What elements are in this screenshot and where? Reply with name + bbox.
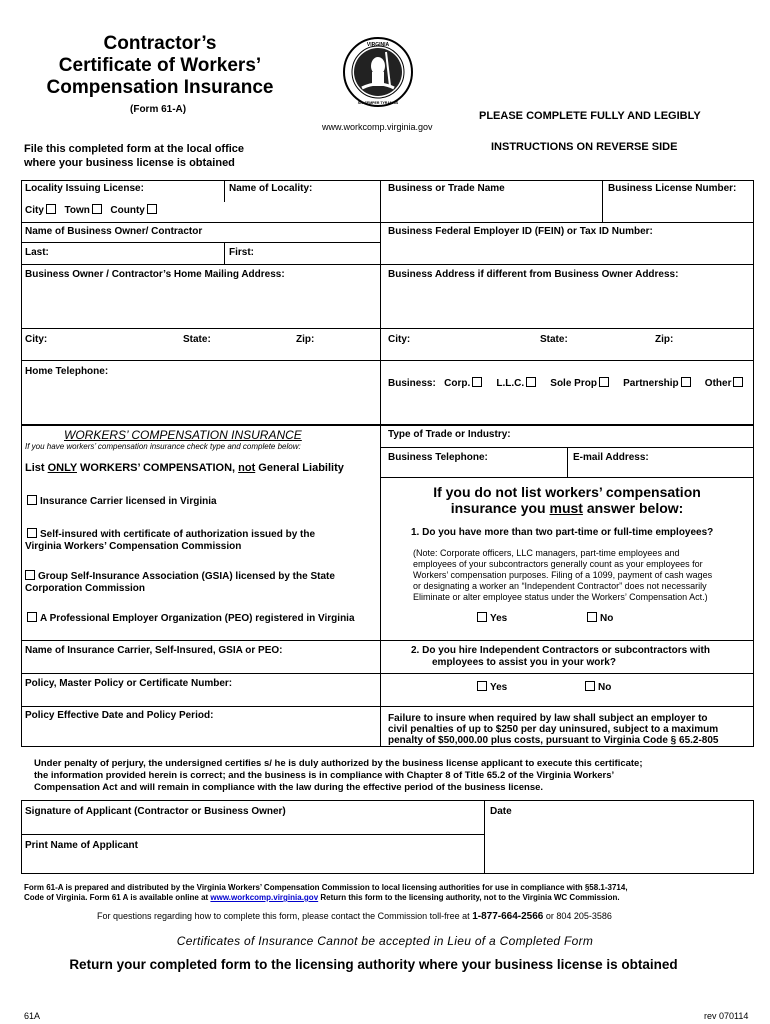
no-insurance-heading [380,484,754,516]
q1-no-option: No [585,612,613,625]
perjury-line-3: Compensation Act and will remain in compliance with the law during the effective period of the business license. [34,782,544,793]
home-zip-label: Zip: [296,334,315,345]
note-line-2: employees of your subcontractors generally count as your employees for [413,559,703,569]
llc-option-label: L.L.C. [496,378,525,389]
seal-text-bottom: SIC SEMPER TYRANNIS [357,101,399,105]
business-zip-label: Zip: [655,334,674,345]
print-name-label: Print Name of Applicant [25,840,138,851]
business-license-number-label: Business License Number: [608,183,737,194]
home-state-label: State: [183,334,211,345]
self-insured-checkbox[interactable] [27,528,37,538]
wc-list-suffix: General Liability [255,462,344,474]
toll-free-phone: 1-877-664-2566 [472,911,544,922]
q1-yes-option: Yes [475,612,507,625]
footer-note [24,883,628,903]
first-name-label: First: [229,247,254,258]
wc-list-only: ONLY [47,462,77,474]
town-checkbox[interactable] [92,204,102,214]
signature-label: Signature of Applicant (Contractor or Business Owner) [25,806,286,817]
wc-option-carrier [25,495,217,508]
no-insurance-line-2: insurance you must answer below: [450,500,684,516]
wc-list-prefix: List [25,462,48,474]
carrier-name-label: Name of Insurance Carrier, Self-Insured, GSIA or PEO: [25,645,283,656]
wc-option-gsia [25,570,335,595]
home-telephone-label: Home Telephone: [25,366,109,377]
email-address-label: E-mail Address: [573,452,649,463]
date-label: Date [490,806,512,817]
peo-checkbox[interactable] [27,612,37,622]
llc-checkbox[interactable] [526,377,536,387]
partnership-option-label: Partnership [623,378,679,389]
wc-subheading: If you have workers’ compensation insurance check type and complete below: [25,442,301,451]
note-line-3: Workers’ compensation purposes. Filing of a 1099, payment of cash wages [413,570,713,580]
home-address-label: Business Owner / Contractor’s Home Mailing Address: [25,269,285,280]
q2-no-checkbox[interactable] [585,681,595,691]
note-line-1: (Note: Corporate officers, LLC managers, part-time employees and [413,548,680,558]
footer-note-line-2: Code of Virginia. Form 61 A is available online at www.workcomp.virginia.gov Return this form to the licensing authority, not to the Virginia WC Commission. [24,893,620,902]
q1-yes-checkbox[interactable] [477,612,487,622]
county-checkbox[interactable] [147,204,157,214]
other-checkbox[interactable] [733,377,743,387]
file-instruction-line-2: where your business license is obtained [24,157,235,169]
business-city-label: City: [388,334,411,345]
please-complete-notice: PLEASE COMPLETE FULLY AND LEGIBLY [479,110,701,122]
business-type-label: Business: [388,378,436,389]
carrier-checkbox[interactable] [27,495,37,505]
print-name-field[interactable] [22,852,483,873]
title-line-3: Compensation Insurance [46,77,274,98]
fein-label: Business Federal Employer ID (FEIN) or Tax ID Number: [388,226,653,237]
note-line-4: or designating a worker an “Independent Contractor” does not necessarily [413,581,707,591]
questions-contact: For questions regarding how to complete this form, please contact the Commission toll-free at 1-877-664-2566 or 804 205-3586 [97,911,612,922]
instructions-notice: INSTRUCTIONS ON REVERSE SIDE [491,141,678,153]
website-url: www.workcomp.virginia.gov [322,122,433,132]
business-type-options [388,377,746,390]
date-field[interactable] [485,818,753,873]
wc-list-mid: WORKERS’ COMPENSATION, [76,462,239,474]
gsia-label-1: Group Self-Insurance Association (GSIA) licensed by the State [38,571,335,582]
carrier-option-label: Insurance Carrier licensed in Virginia [40,496,217,507]
footer-note-line-1: Form 61-A is prepared and distributed by the Virginia Workers’ Compensation Commission to local licensing authorities for use in compliance with §58.1-3714, [24,883,628,892]
title-line-1: Contractor’s [103,33,217,54]
business-trade-name-label: Business or Trade Name [388,183,505,194]
form-title [20,33,300,99]
perjury-statement [34,758,643,794]
self-insured-label-2: Virginia Workers’ Compensation Commission [25,541,242,552]
corp-option-label: Corp. [444,378,471,389]
revision-code: rev 070114 [704,1011,749,1021]
seal-text-top: VIRGINIA [366,42,390,48]
employee-note [413,548,712,603]
city-option-label: City [25,205,44,216]
partnership-checkbox[interactable] [681,377,691,387]
business-state-label: State: [540,334,568,345]
question-2-line-2: employees to assist you in your work? [432,657,616,668]
gsia-checkbox[interactable] [25,570,35,580]
workcomp-link[interactable]: www.workcomp.virginia.gov [210,893,319,902]
signature-field[interactable] [22,818,483,833]
city-checkbox[interactable] [46,204,56,214]
business-address-label: Business Address if different from Business Owner Address: [388,269,679,280]
corp-checkbox[interactable] [472,377,482,387]
locality-issuing-label: Locality Issuing License: [25,183,144,194]
policy-number-label: Policy, Master Policy or Certificate Number: [25,678,233,689]
failure-penalty-notice [388,713,719,746]
form-number: (Form 61-A) [130,104,187,115]
wc-option-peo [25,612,355,625]
wc-heading: WORKERS’ COMPENSATION INSURANCE [64,428,302,442]
owner-name-label: Name of Business Owner/ Contractor [25,226,203,237]
wc-list-not: not [238,462,256,474]
must-emphasis: must [549,500,583,516]
certificates-notice: Certificates of Insurance Cannot be accepted in Lieu of a Completed Form [176,934,594,948]
question-2 [411,645,710,669]
business-telephone-label: Business Telephone: [388,452,488,463]
wc-option-self-insured [25,528,315,553]
perjury-line-2: the information provided herein is correct; and the business is in compliance with Chapter 8 of Title 65.2 of the Virginia Workers’ [34,770,615,781]
no-insurance-line-1: If you do not list workers’ compensation [433,484,701,500]
return-instruction: Return your completed form to the licensing authority where your business license is obtained [69,957,678,972]
failure-line-2: civil penalties of up to $250 per day uninsured, subject to a maximum [388,724,719,735]
title-line-2: Certificate of Workers’ [58,55,262,76]
sole-prop-checkbox[interactable] [599,377,609,387]
failure-line-3: penalty of $50,000.00 plus costs, pursuant to Virginia Code § 65.2-805 [388,735,719,746]
form-code: 61A [24,1011,41,1021]
town-option-label: Town [64,205,90,216]
failure-line-1: Failure to insure when required by law shall subject an employer to [388,713,708,724]
virginia-seal-icon [342,36,414,108]
home-city-label: City: [25,334,48,345]
self-insured-label-1: Self-insured with certificate of authorization issued by the [40,529,316,540]
last-name-label: Last: [25,247,49,258]
q1-no-checkbox[interactable] [587,612,597,622]
question-2-line-1: 2. Do you hire Independent Contractors or subcontractors with [411,645,710,656]
locality-type-options [25,204,160,217]
q2-no-option: No [583,681,611,694]
policy-date-label: Policy Effective Date and Policy Period: [25,710,214,721]
trade-type-label: Type of Trade or Industry: [388,429,511,440]
gsia-label-2: Corporation Commission [25,583,146,594]
other-option-label: Other [704,378,732,389]
peo-option-label: A Professional Employer Organization (PEO) registered in Virginia [40,613,355,624]
q2-yes-option: Yes [475,681,507,694]
file-instruction-line-1: File this completed form at the local office [24,143,245,155]
wc-list-instruction [25,462,344,474]
perjury-line-1: Under penalty of perjury, the undersigned certifies s/ he is duly authorized by the business license applicant to execute this certificate; [34,758,643,769]
q2-yes-checkbox[interactable] [477,681,487,691]
sole-prop-option-label: Sole Prop [550,378,597,389]
note-line-5: Eliminate or alter employee status under the Workers’ Compensation Act.) [413,592,708,602]
question-1: 1. Do you have more than two part-time or full-time employees? [411,527,714,538]
county-option-label: County [110,205,145,216]
name-of-locality-label: Name of Locality: [229,183,313,194]
